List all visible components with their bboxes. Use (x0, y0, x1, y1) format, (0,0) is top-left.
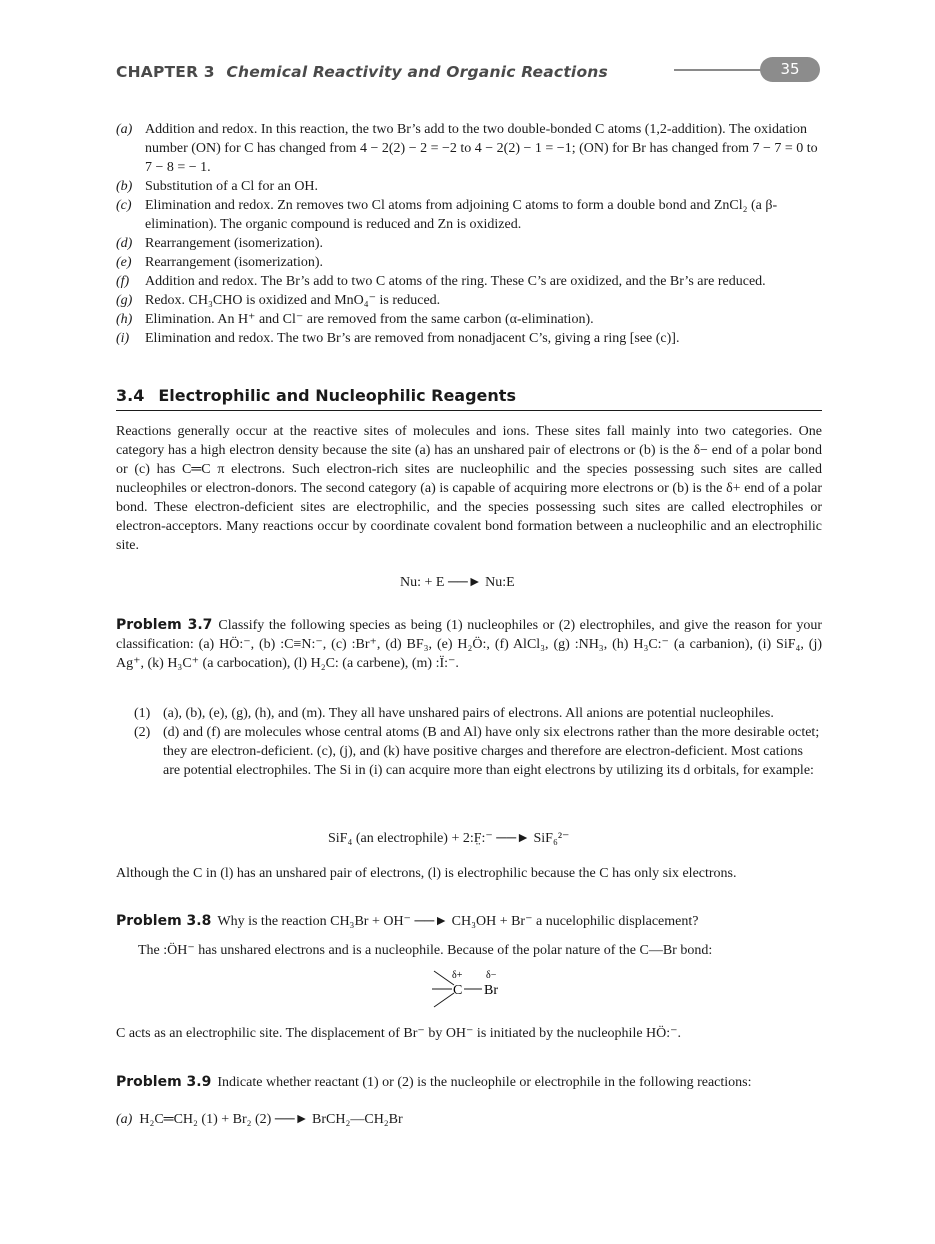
delta-minus-label: δ− (486, 970, 497, 981)
problem-label: Problem 3.9 (116, 1074, 212, 1090)
c-br-polar-bond-structure (430, 967, 510, 1011)
chapter-heading (116, 63, 608, 81)
problem-3-8-closing: C acts as an electrophilic site. The displacement of Br⁻ by OH⁻ is initiated by the nucleophile HÖ:⁻. (116, 1026, 682, 1041)
problem-label: Problem 3.8 (116, 913, 212, 929)
list-item: (e) Rearrangement (isomerization). (116, 255, 324, 270)
list-item: (c) Elimination and redox. Zn removes two Cl atoms from adjoining C atoms to form a double bond and ZnCl₂ (a β-elimination). The organic compound is reduced and Zn is oxidized. (116, 198, 778, 232)
problem-question: Why is the reaction CH₃Br + OH⁻ ──► CH₃OH + Br⁻ a nucelophilic displacement? (217, 914, 699, 929)
answers-list (116, 120, 822, 348)
page-number: 35 (760, 57, 820, 82)
part-equation: H₂C═CH₂ (1) + Br₂ (2) ──► BrCH₂—CH₂Br (139, 1112, 403, 1127)
list-item: (b) Substitution of a Cl for an OH. (116, 179, 319, 194)
problem-3-8 (116, 912, 822, 931)
problem-3-8-answer: The :ÖH⁻ has unshared electrons and is a nucleophile. Because of the polar nature of the C—Br bond: (138, 943, 713, 958)
bromine-atom-label: Br (484, 983, 498, 998)
list-item: (h) Elimination. An H⁺ and Cl⁻ are removed from the same carbon (α-elimination). (116, 312, 594, 327)
chapter-title: Chemical Reactivity and Organic Reactions (226, 63, 608, 81)
problem-label: Problem 3.7 (116, 617, 213, 633)
sif4-equation: SiF₄ (an electrophile) + 2:F̤:⁻ ──► SiF₆²⁻ (328, 831, 570, 846)
problem-3-7-answers (134, 704, 822, 780)
problem-3-9-part-a (116, 1110, 822, 1129)
running-header (116, 61, 826, 85)
list-item: (i) Elimination and redox. The two Br’s are removed from nonadjacent C’s, giving a ring [see (c)]. (116, 331, 680, 346)
list-item: (d) Rearrangement (isomerization). (116, 236, 324, 251)
problem-3-7-closing: Although the C in (l) has an unshared pair of electrons, (l) is electrophilic because the C has only six electrons. (116, 866, 737, 881)
reaction-equation: Nu: + E ──► Nu:E (400, 575, 515, 590)
list-item: (a) Addition and redox. In this reaction, the two Br’s add to the two double-bonded C atoms (1,2-addition). The oxidation number (ON) for C has changed from 4 − 2(2) − 2 = −2 to 4 − 2(2) − 1 = −1; (ON) for Br has changed from 7 − 7 = 0 to 7 − 8 = − 1. (116, 122, 818, 175)
section-heading (116, 386, 822, 411)
list-item: (2) (d) and (f) are molecules whose central atoms (B and Al) have only six electrons rather than the more desirable octet; they are electron-deficient. (c), (j), and (k) have positive charges and therefore are electron-deficient. Most cations are potential electrophiles. The Si in (i) can acquire more than eight electrons by utilizing its d orbitals, for example: (134, 725, 820, 778)
section-title: Electrophilic and Nucleophilic Reagents (158, 386, 516, 405)
section-paragraph: Reactions generally occur at the reactive sites of molecules and ions. These sites fall mainly into two categories. One category has a high electron density because the site (a) has an unshared pair of electrons or (b) is the δ− end of a polar bond or (c) has C═C π electrons. Such electron-rich sites are nucleophilic and the species possessing such sites are called nucleophiles or electron-donors. The second category (a) is capable of acquiring more electrons or (b) is the δ+ end of a polar bond. These electron-deficient sites are electrophilic, and the species possessing such sites are called electrophiles or electron-acceptors. Many reactions occur by coordinate covalent bond formation between a nucleophilic and an electrophilic site. (116, 424, 822, 553)
problem-question: Classify the following species as being (1) nucleophiles or (2) electrophiles, and give the reason for your classification: (a) HÖ:⁻, (b) :C≡N:⁻, (c) :Br⁺, (d) BF₃, (e) H₂Ö:, (f) AlCl₃, (g) :NH₃, (h) H₃C:⁻ (a carbanion), (i) SiF₄, (j) Ag⁺, (k) H₃C⁺ (a carbocation), (l) H₂C: (a carbene), (m) :Ï:⁻. (116, 618, 822, 671)
delta-plus-label: δ+ (452, 970, 463, 981)
problem-question: Indicate whether reactant (1) or (2) is the nucleophile or electrophile in the following reactions: (217, 1075, 752, 1090)
part-label: (a) (116, 1112, 133, 1127)
list-item: (1) (a), (b), (e), (g), (h), and (m). They all have unshared pairs of electrons. All anions are potential nucleophiles. (134, 706, 774, 721)
list-item: (f) Addition and redox. The Br’s add to two C atoms of the ring. These C’s are oxidized, and the Br’s are reduced. (116, 274, 766, 289)
chapter-number: CHAPTER 3 (116, 63, 215, 81)
problem-3-7 (116, 616, 822, 673)
list-item: (g) Redox. CH₃CHO is oxidized and MnO₄⁻ is reduced. (116, 293, 441, 308)
section-number: 3.4 (116, 386, 145, 405)
problem-3-9 (116, 1073, 822, 1092)
carbon-atom-label: C (453, 983, 463, 998)
